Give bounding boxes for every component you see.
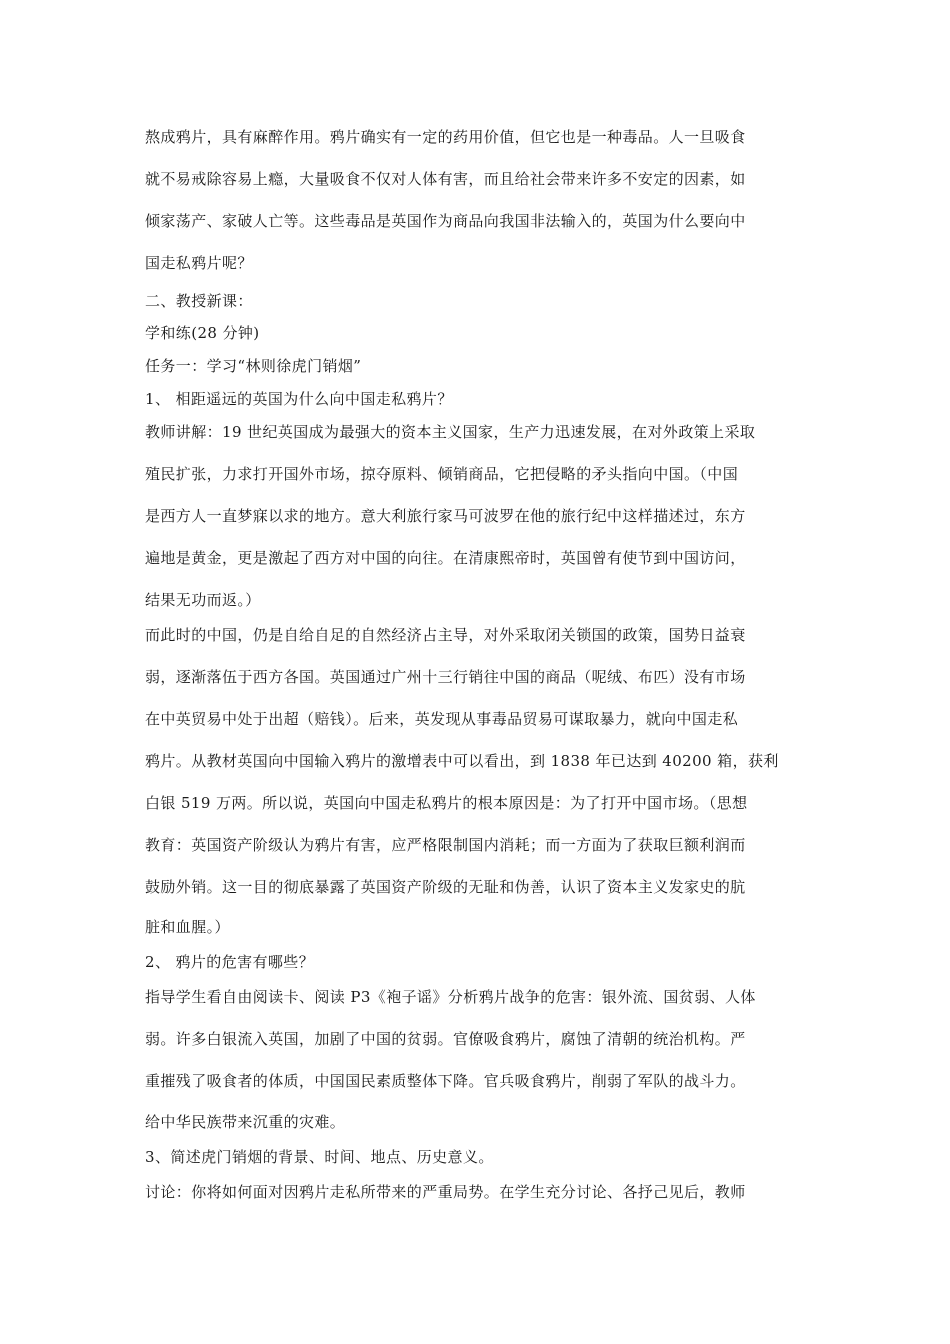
text-line: 殖民扩张，力求打开国外市场，掠夺原料、倾销商品，它把侵略的矛头指向中国。（中国 bbox=[145, 465, 739, 483]
text-line: 是西方人一直梦寐以求的地方。意大利旅行家马可波罗在他的旅行纪中这样描述过，东方 bbox=[145, 507, 746, 525]
task-heading: 任务一：学习“林则徐虎门销烟” bbox=[145, 357, 362, 375]
text-line: 教师讲解：19 世纪英国成为最强大的资本主义国家，生产力迅速发展，在对外政策上采取 bbox=[145, 423, 756, 441]
text-line: 遍地是黄金，更是激起了西方对中国的向往。在清康熙帝时，英国曾有使节到中国访问， bbox=[145, 549, 746, 567]
text-line: 重摧残了吸食者的体质，中国国民素质整体下降。官兵吸食鸦片，削弱了军队的战斗力。 bbox=[145, 1072, 746, 1090]
text-line: 倾家荡产、家破人亡等。这些毒品是英国作为商品向我国非法输入的，英国为什么要向中 bbox=[145, 212, 746, 230]
text-line: 指导学生看自由阅读卡、阅读 P3《袍子谣》分析鸦片战争的危害：银外流、国贫弱、人体 bbox=[145, 988, 756, 1006]
question-heading: 2、 鸦片的危害有哪些？ bbox=[145, 953, 315, 971]
text-line: 鼓励外销。这一目的彻底暴露了英国资产阶级的无耻和伪善，认识了资本主义发家史的肮 bbox=[145, 878, 746, 896]
text-line: 弱，逐渐落伍于西方各国。英国通过广州十三行销往中国的商品（呢绒、布匹）没有市场 bbox=[145, 668, 746, 686]
text-line: 就不易戒除容易上瘾，大量吸食不仅对人体有害，而且给社会带来许多不安定的因素，如 bbox=[145, 170, 746, 188]
subsection-heading: 学和练(28 分钟) bbox=[145, 324, 260, 342]
text-line: 脏和血腥。） bbox=[145, 918, 230, 936]
text-line: 讨论：你将如何面对因鸦片走私所带来的严重局势。在学生充分讨论、各抒己见后，教师 bbox=[145, 1183, 746, 1201]
question-heading: 3、简述虎门销烟的背景、时间、地点、历史意义。 bbox=[145, 1148, 494, 1166]
text-line: 而此时的中国，仍是自给自足的自然经济占主导，对外采取闭关锁国的政策，国势日益衰 bbox=[145, 626, 746, 644]
question-heading: 1、 相距遥远的英国为什么向中国走私鸦片？ bbox=[145, 390, 453, 408]
section-heading: 二、教授新课： bbox=[145, 292, 253, 310]
text-line: 国走私鸦片呢？ bbox=[145, 254, 253, 272]
text-line: 熬成鸦片，具有麻醉作用。鸦片确实有一定的药用价值，但它也是一种毒品。人一旦吸食 bbox=[145, 128, 746, 146]
text-line: 教育：英国资产阶级认为鸦片有害，应严格限制国内消耗；而一方面为了获取巨额利润而 bbox=[145, 836, 746, 854]
text-line: 白银 519 万两。所以说，英国向中国走私鸦片的根本原因是：为了打开中国市场。（思想 bbox=[145, 794, 748, 812]
text-line: 鸦片。从教材英国向中国输入鸦片的激增表中可以看出，到 1838 年已达到 40200 箱，获利 bbox=[145, 752, 779, 770]
text-line: 在中英贸易中处于出超（赔钱）。后来，英发现从事毒品贸易可谋取暴力，就向中国走私 bbox=[145, 710, 739, 728]
text-line: 弱。许多白银流入英国，加剧了中国的贫弱。官僚吸食鸦片，腐蚀了清朝的统治机构。严 bbox=[145, 1030, 746, 1048]
text-line: 给中华民族带来沉重的灾难。 bbox=[145, 1113, 346, 1131]
text-line: 结果无功而返。） bbox=[145, 591, 261, 609]
